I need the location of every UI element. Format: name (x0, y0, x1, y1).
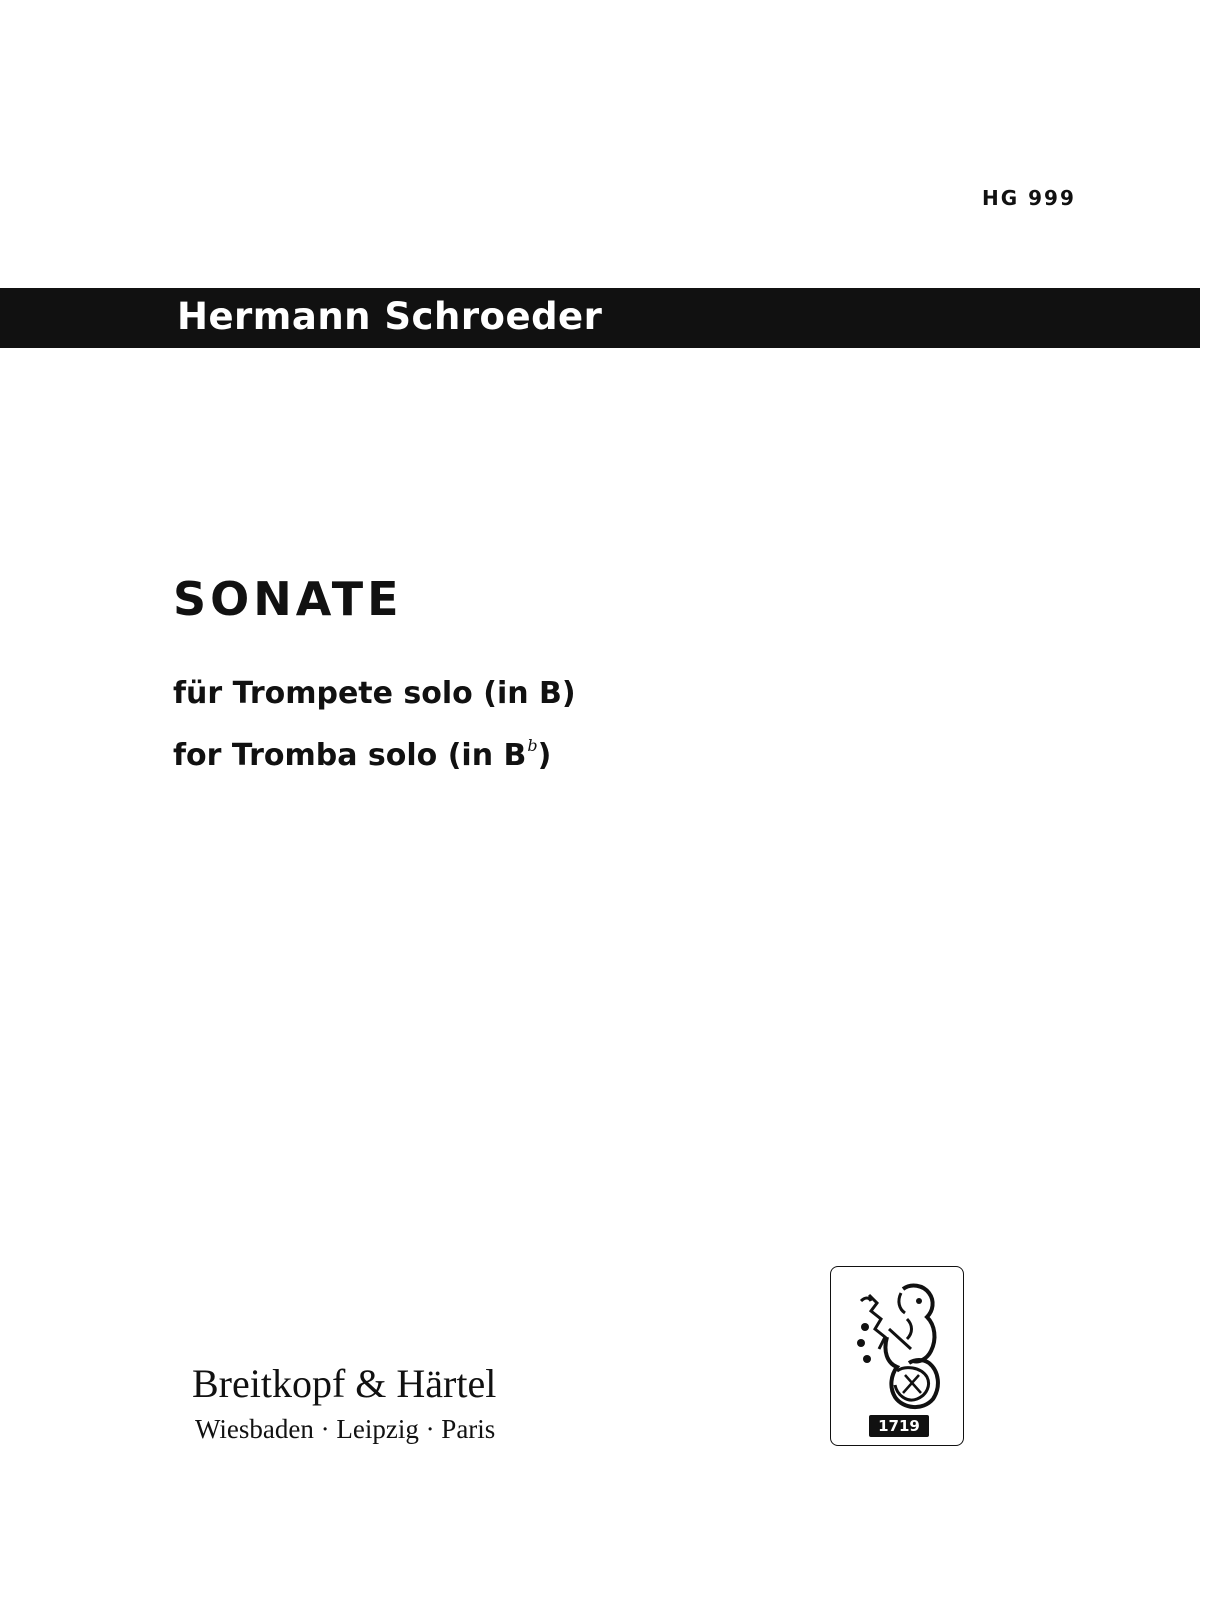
flat-sign: b (527, 736, 538, 755)
publisher-locations: Wiesbaden · Leipzig · Paris (195, 1414, 496, 1444)
subtitle-english (173, 738, 551, 773)
work-title: SONATE (173, 572, 403, 626)
publisher-logo (830, 1266, 964, 1446)
subtitle-german: für Trompete solo (in B) (173, 676, 576, 711)
catalog-number: HG 999 (982, 186, 1076, 210)
subtitle-english-close: ) (537, 738, 552, 773)
composer-name: Hermann Schroeder (177, 295, 603, 338)
subtitle-english-text: for Tromba solo (in B (173, 738, 527, 773)
publisher-name: Breitkopf & Härtel (192, 1361, 497, 1406)
logo-year-badge: 1719 (869, 1415, 929, 1437)
composer-banner (0, 288, 1200, 348)
